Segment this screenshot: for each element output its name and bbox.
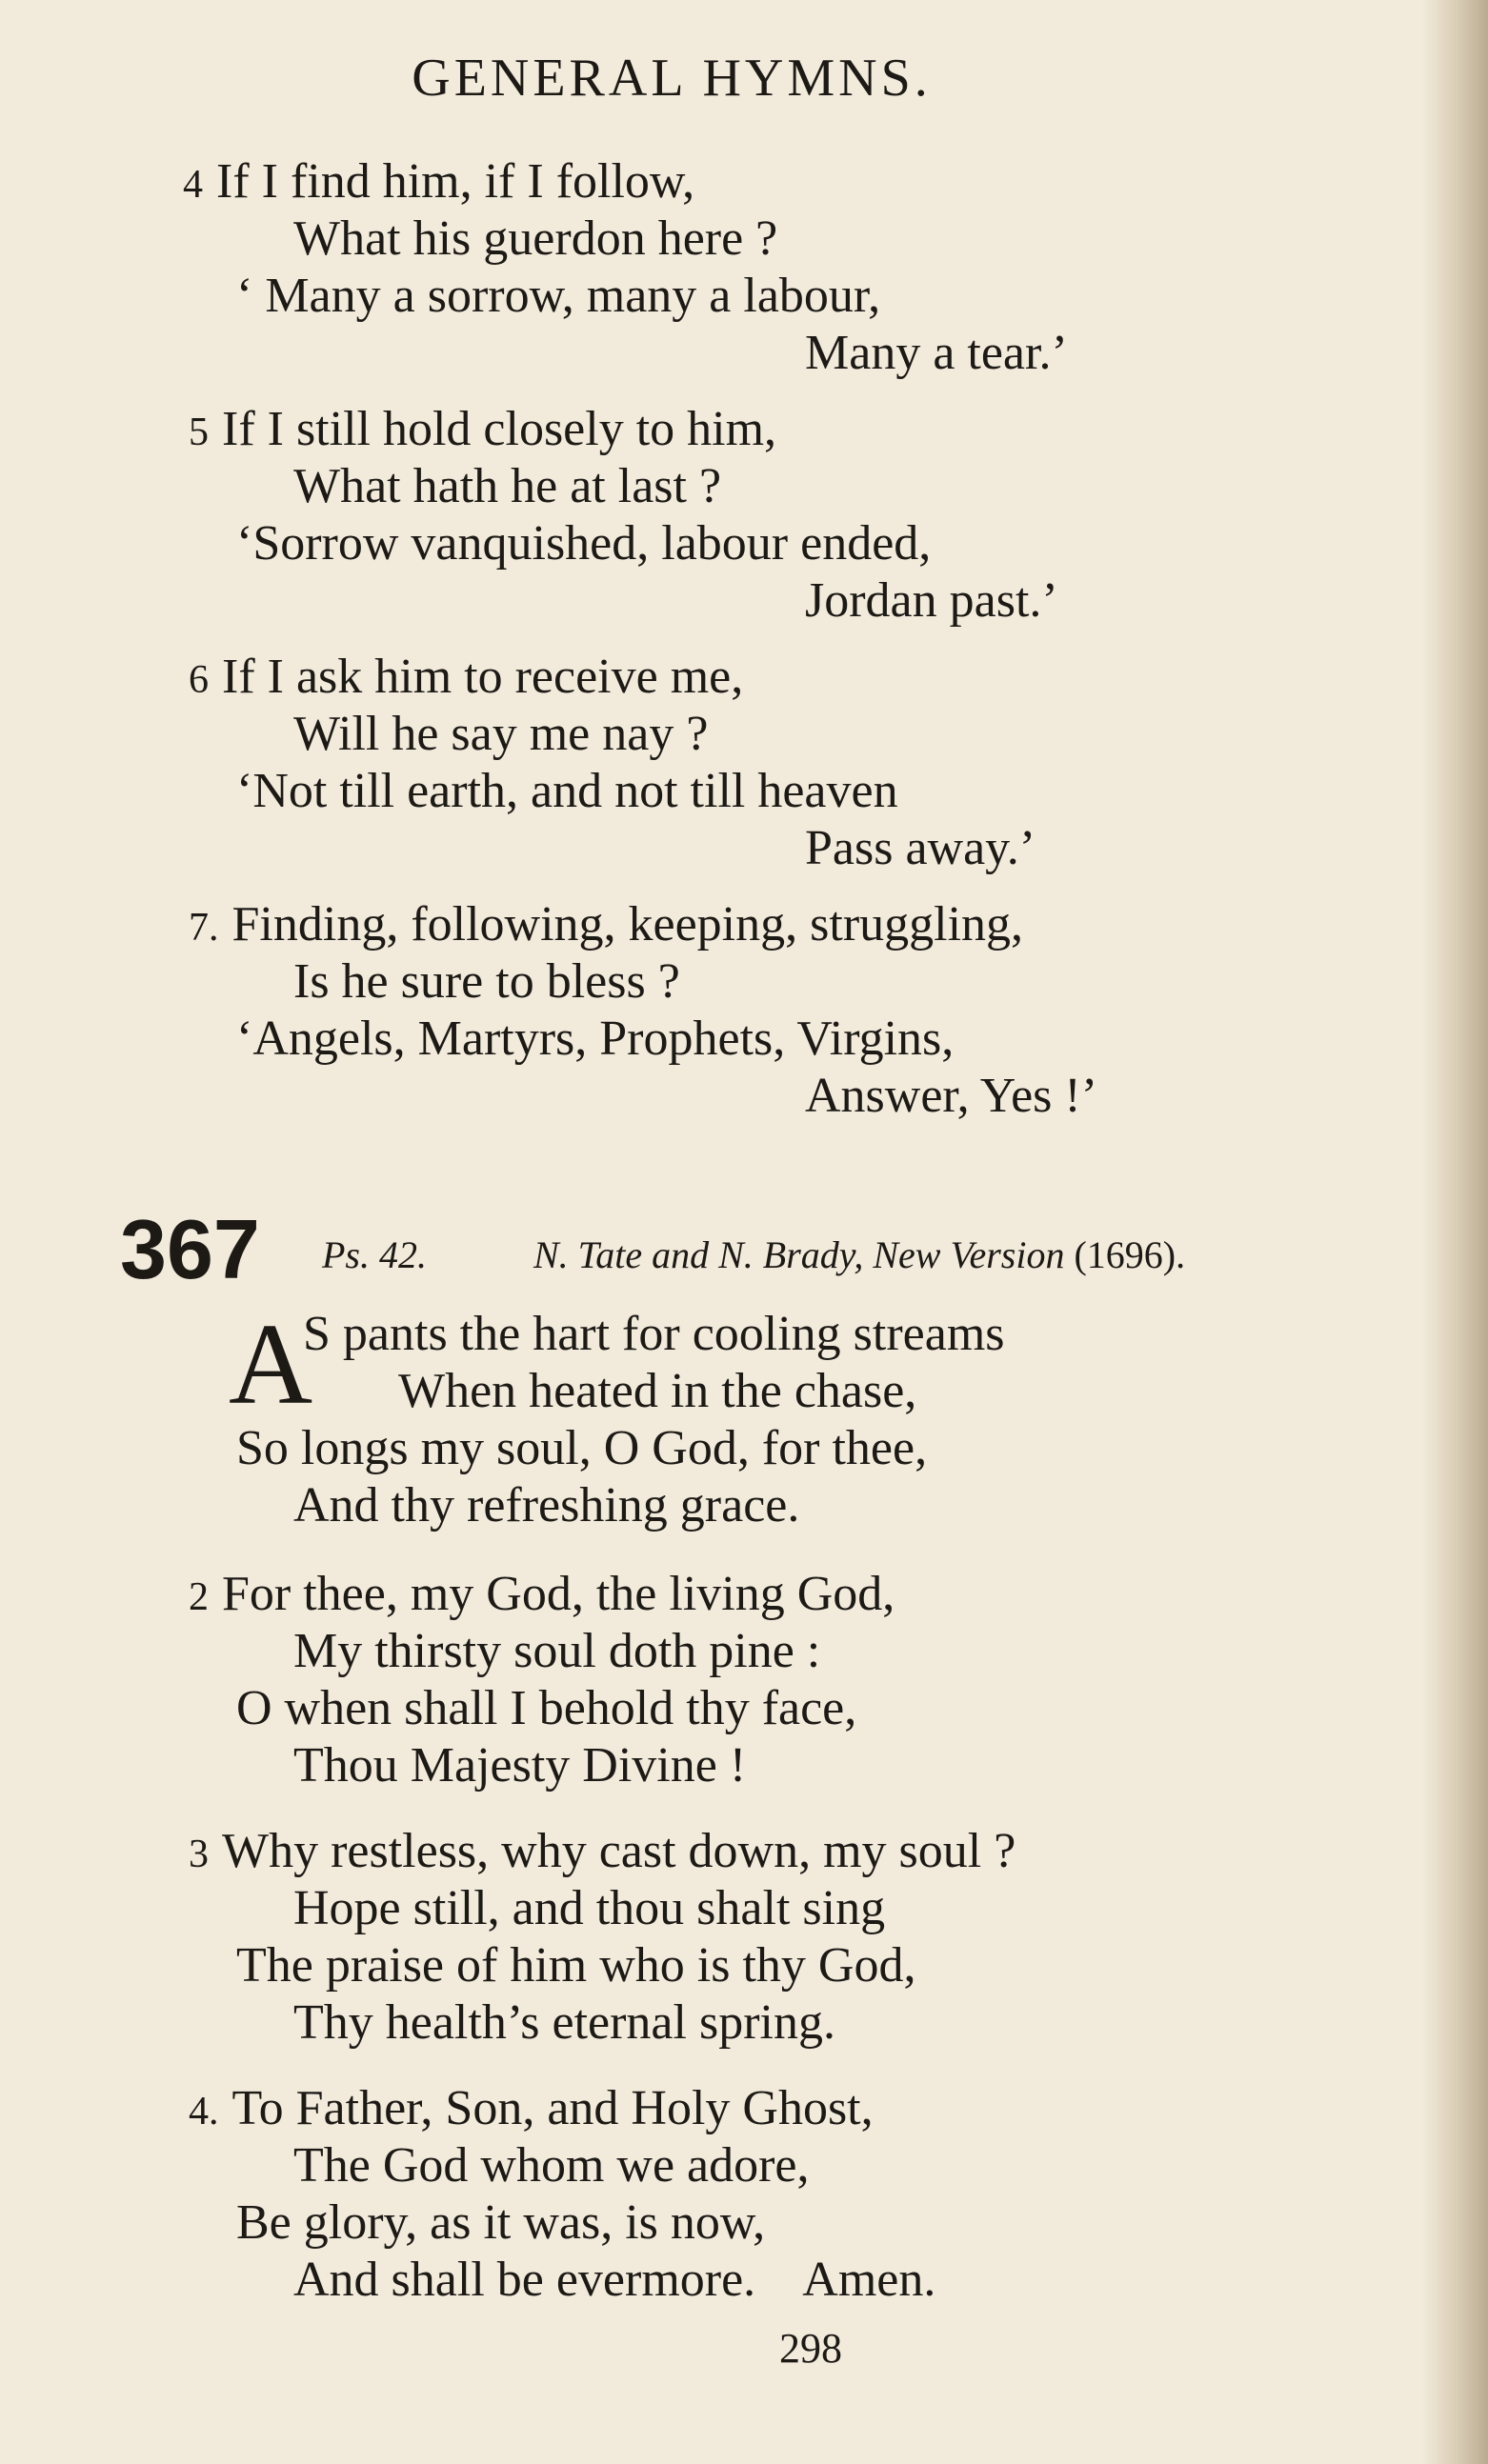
page-header: GENERAL HYMNS. — [412, 49, 932, 108]
verse-line: Jordan past.’ — [805, 573, 1058, 628]
verse-number: 2 — [189, 1575, 209, 1619]
verse-line: 6 If I ask him to receive me, — [189, 650, 744, 704]
hymn-year: (1696). — [1074, 1233, 1186, 1276]
verse-number: 4 — [183, 163, 203, 207]
verse-number: 3 — [189, 1833, 209, 1876]
verse-line: And thy refreshing grace. — [293, 1478, 800, 1532]
page-number: 298 — [779, 2325, 842, 2372]
verse-line: My thirsty soul doth pine : — [293, 1624, 821, 1678]
verse-line: 5 If I still hold closely to him, — [189, 402, 777, 456]
verse-line: The praise of him who is thy God, — [236, 1938, 916, 1993]
verse-line: What hath he at last ? — [293, 459, 722, 513]
verse-line: 4 If I find him, if I follow, — [183, 154, 695, 209]
verse-line: O when shall I behold thy face, — [236, 1681, 857, 1735]
verse-line: Pass away.’ — [805, 821, 1036, 875]
verse-number: 6 — [189, 658, 209, 702]
verse-line: ‘ Many a sorrow, many a labour, — [236, 269, 881, 323]
verse-line: The God whom we adore, — [293, 2138, 810, 2193]
verse-line: Hope still, and thou shalt sing — [293, 1881, 886, 1935]
verse-line: 2 For thee, my God, the living God, — [189, 1567, 895, 1621]
verse-number: 5 — [189, 411, 209, 454]
verse-line: So longs my soul, O God, for thee, — [236, 1421, 928, 1475]
psalm-reference: Ps. 42. — [322, 1233, 427, 1276]
verse-number: 7. — [189, 906, 219, 950]
drop-cap: A — [229, 1300, 313, 1429]
verse-line: 3 Why restless, why cast down, my soul ? — [189, 1824, 1016, 1878]
verse-line: ‘Not till earth, and not till heaven — [236, 764, 898, 818]
verse-line: 4. To Father, Son, and Holy Ghost, — [189, 2081, 874, 2135]
verse-line: S pants the hart for cooling streams — [303, 1307, 1005, 1361]
verse-line: Thou Majesty Divine ! — [293, 1738, 747, 1793]
verse-line: Many a tear.’ — [805, 326, 1068, 380]
page-edge-shadow — [1421, 0, 1488, 2464]
hymn-attribution — [533, 1233, 1186, 1276]
verse-line: Thy health’s eternal spring. — [293, 1995, 835, 2050]
verse-line: Will he say me nay ? — [293, 707, 709, 761]
verse-line: 7. Finding, following, keeping, struggling, — [189, 897, 1024, 952]
verse-line: When heated in the chase, — [398, 1364, 917, 1418]
verse-line: ‘Sorrow vanquished, labour ended, — [236, 516, 932, 571]
verse-line: And shall be evermore. Amen. — [293, 2253, 936, 2307]
verse-line: What his guerdon here ? — [293, 211, 778, 266]
verse-line: ‘Angels, Martyrs, Prophets, Virgins, — [236, 1012, 955, 1066]
verse-number: 4. — [189, 2090, 219, 2133]
verse-line: Be glory, as it was, is now, — [236, 2195, 766, 2250]
verse-line: Answer, Yes !’ — [805, 1069, 1098, 1123]
hymn-number: 367 — [120, 1202, 260, 1296]
author-name: N. Tate and N. Brady, New Version — [533, 1233, 1065, 1276]
verse-line: Is he sure to bless ? — [293, 954, 680, 1009]
